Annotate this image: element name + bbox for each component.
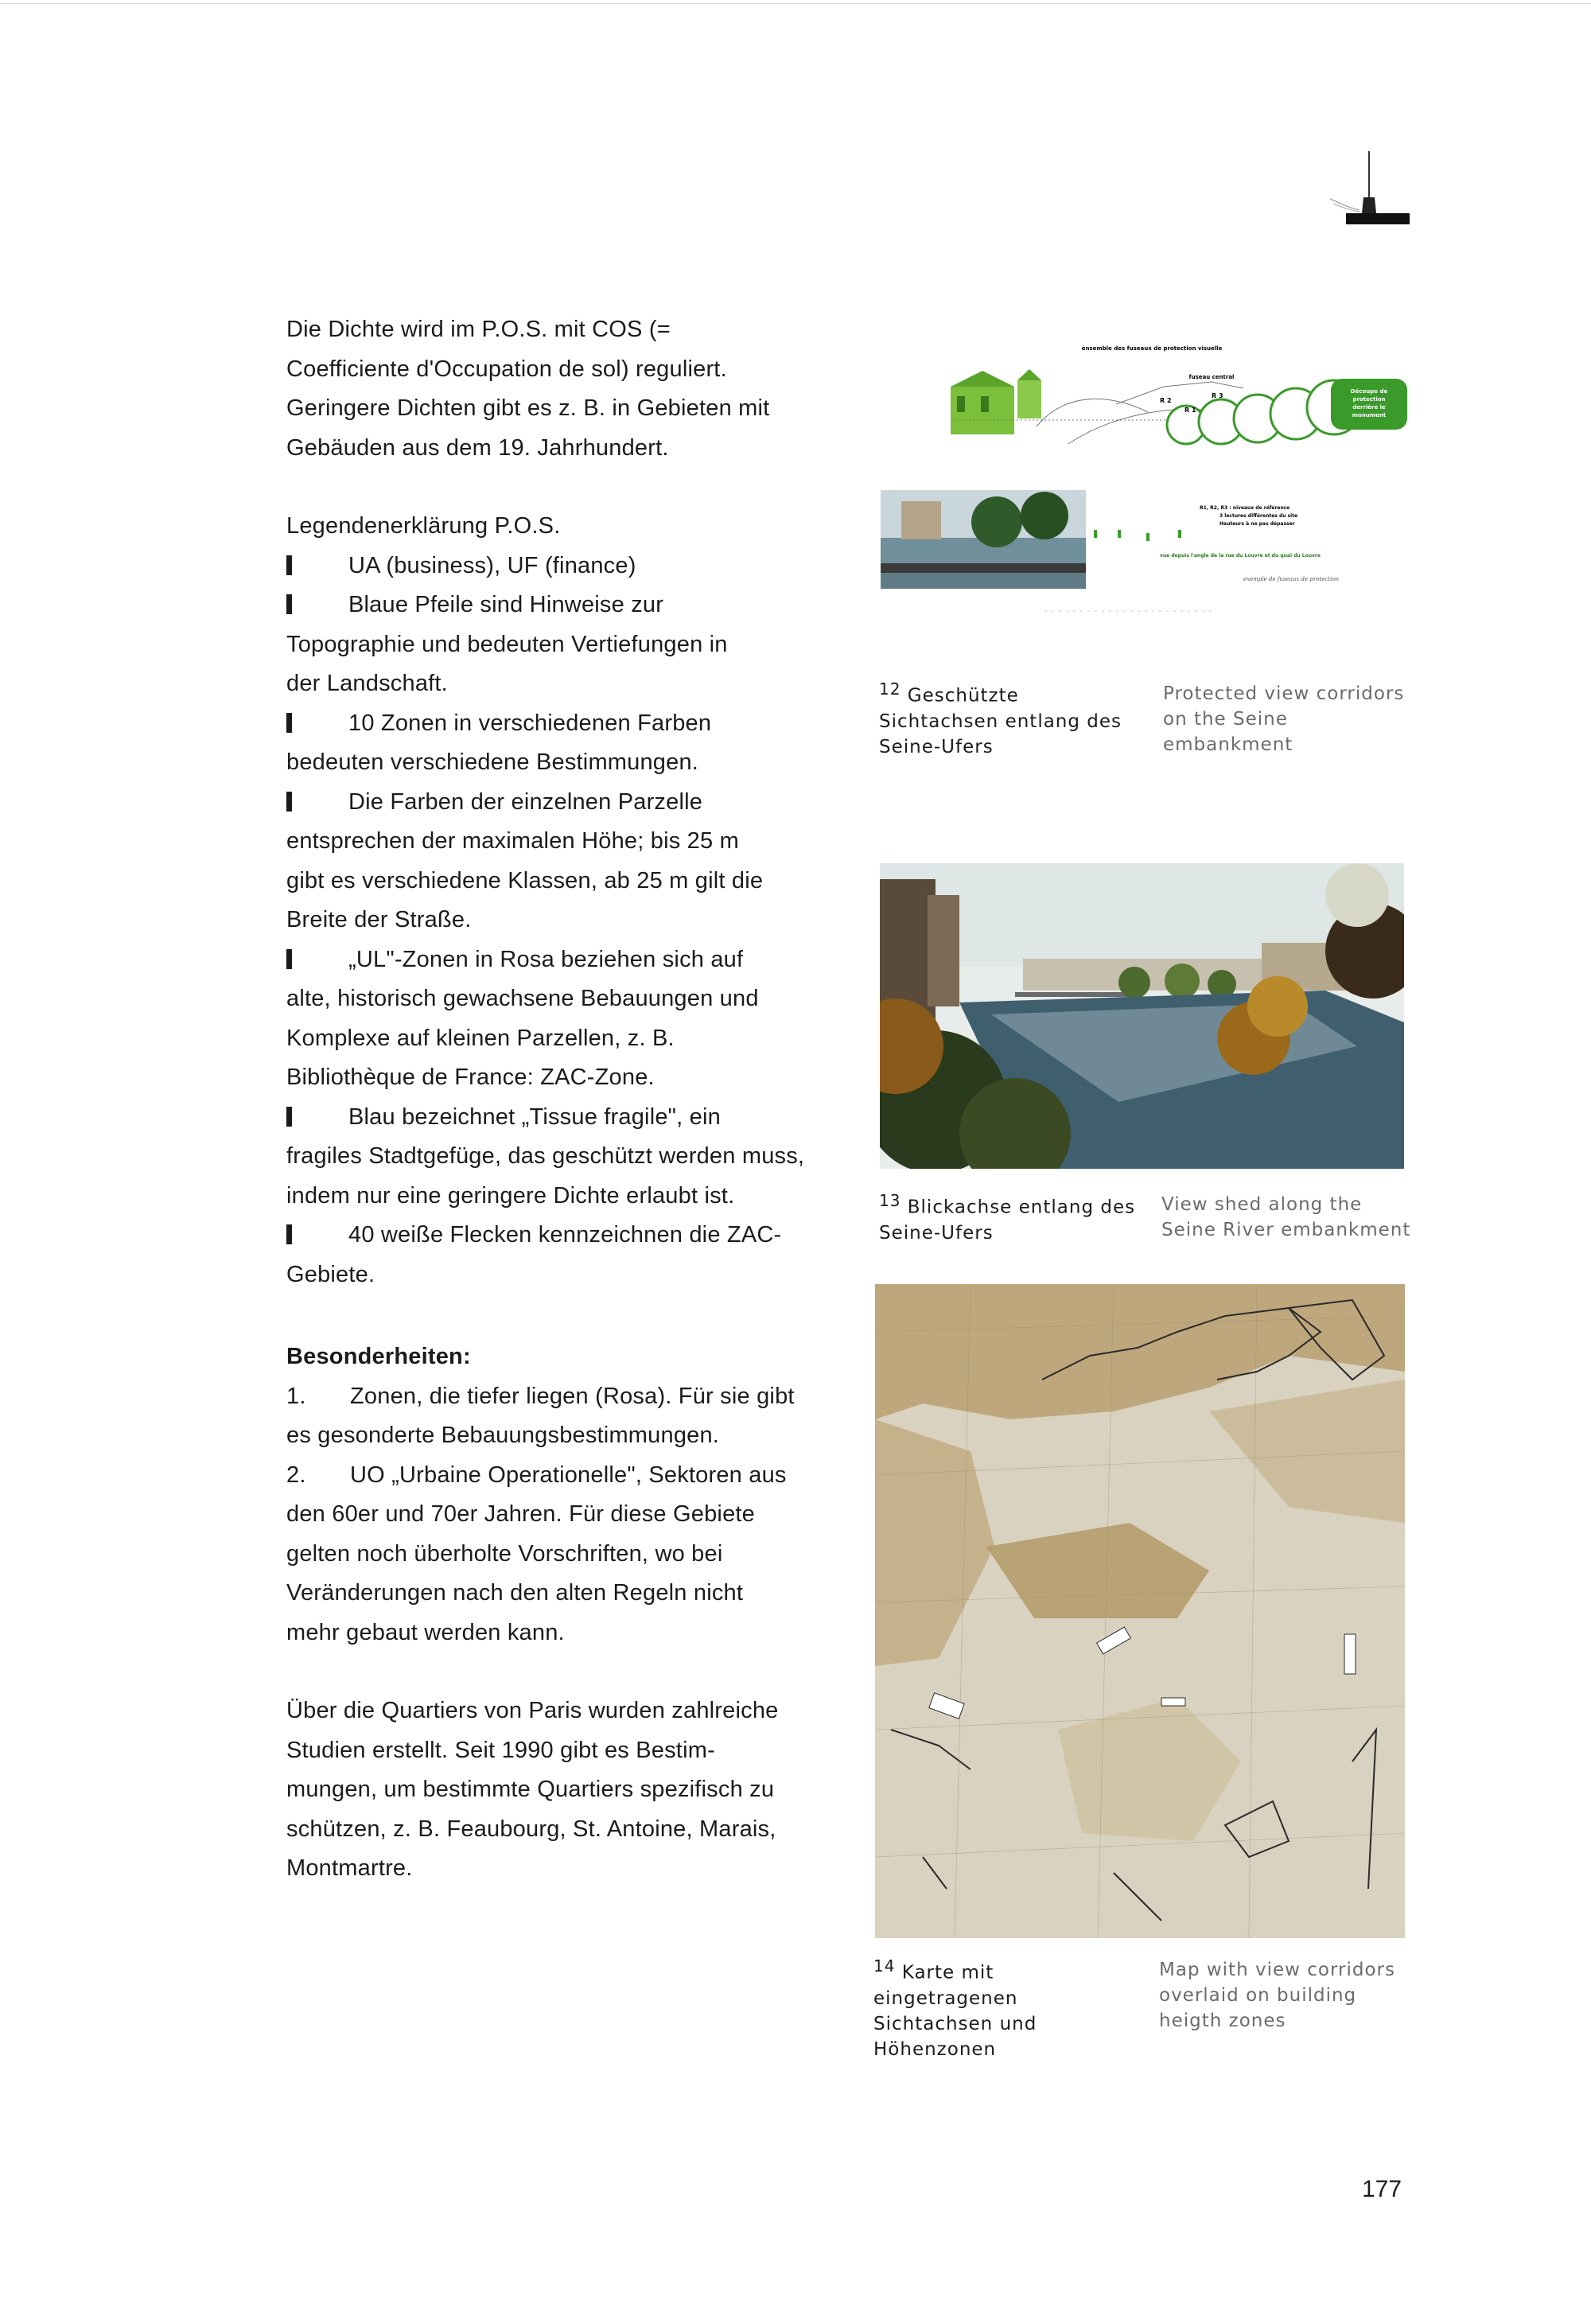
svg-text:Hauteurs à ne pas dépasser: Hauteurs à ne pas dépasser bbox=[1220, 521, 1295, 527]
legend-bullet-2: Blaue Pfeile sind Hinweise zur bbox=[286, 586, 827, 625]
legend-bullet-6-cont: indem nur eine geringere Dichte erlaubt ist. bbox=[286, 1182, 735, 1209]
legend-bullet-2-cont: der Landschaft. bbox=[286, 671, 448, 696]
legend-bullet-7: 40 weiße Flecken kennzeichnen die ZAC- bbox=[286, 1216, 827, 1255]
numbered-item-2-cont: Veränderungen nach den alten Regeln nicht bbox=[286, 1580, 744, 1606]
svg-text:monument: monument bbox=[1352, 412, 1387, 418]
legend-bullet-7-cont: Gebiete. bbox=[286, 1261, 375, 1287]
intro-line-2: Coefficiente d'Occupation de sol) reguliert. bbox=[286, 356, 727, 382]
bullet-mark bbox=[286, 792, 292, 812]
bullet-mark bbox=[286, 713, 292, 733]
legend-bullet-5-cont: Komplexe auf kleinen Parzellen, z. B. bbox=[286, 1025, 675, 1051]
legend-bullet-3: 10 Zonen in verschiedenen Farben bbox=[286, 704, 827, 744]
legend-title: Legendenerklärung P.O.S. bbox=[286, 513, 561, 539]
caption-13-de: $^{13}$ Blickachse entlang des Seine-Ufers bbox=[879, 1191, 1136, 1244]
besonderheiten-heading: Besonderheiten: bbox=[286, 1344, 471, 1369]
diagram-subtitle: fuseau central bbox=[1188, 374, 1235, 380]
svg-text:exemple de fuseaux de protecti: exemple de fuseaux de protection bbox=[1243, 576, 1340, 582]
label-r2: R 2 bbox=[1160, 397, 1172, 404]
marker-dots bbox=[1094, 530, 1181, 541]
intro-line-4: Gebäuden aus dem 19. Jahrhundert. bbox=[286, 434, 669, 461]
svg-text:R1, R2, R3 : niveaux de référe: R1, R2, R3 : niveaux de référence bbox=[1200, 505, 1290, 511]
figure-14-height-zone-map bbox=[875, 1284, 1405, 1938]
svg-text:vue depuis l'angle de la rue d: vue depuis l'angle de la rue du Louvre et du quai du Louvre bbox=[1160, 553, 1321, 559]
legend-bullet-5-cont: alte, historisch gewachsene Bebauungen und bbox=[286, 986, 759, 1011]
numbered-item-1: 1. Zonen, die tiefer liegen (Rosa). Für sie gibt bbox=[286, 1383, 795, 1409]
intro-line-3: Geringere Dichten gibt es z. B. in Gebieten mit bbox=[286, 395, 770, 421]
eiffel-tower-logo bbox=[1330, 151, 1410, 231]
page-number: 177 bbox=[1362, 2176, 1402, 2202]
bullet-mark bbox=[286, 555, 292, 575]
caption-14-de: $^{14}$ Karte mit eingetragenen Sichtachsen und Höhenzonen bbox=[873, 1956, 1037, 2060]
label-r3: R 3 bbox=[1212, 392, 1223, 399]
bullet-mark bbox=[286, 1107, 292, 1127]
legend-bullet-4-cont: gibt es verschiedene Klassen, ab 25 m gilt die bbox=[286, 867, 764, 893]
svg-text:3 lectures différentes du site: 3 lectures différentes du site bbox=[1220, 513, 1298, 519]
legend-bullet-2-cont: Topographie und bedeuten Vertiefungen in bbox=[286, 631, 728, 657]
numbered-item-2-cont: mehr gebaut werden kann. bbox=[286, 1619, 565, 1645]
numbered-item-2-cont: den 60er und 70er Jahren. Für diese Gebiete bbox=[286, 1501, 755, 1527]
legend-bullet-4-cont: Breite der Straße. bbox=[286, 907, 472, 932]
svg-text:derrière le: derrière le bbox=[1352, 404, 1386, 411]
bullet-mark bbox=[286, 1224, 292, 1244]
numbered-item-2: 2. UO „Urbaine Operationelle", Sektoren aus bbox=[286, 1462, 787, 1488]
bullet-mark bbox=[286, 594, 292, 614]
numbered-item-1-cont: es gesonderte Bebauungsbestimmungen. bbox=[286, 1423, 720, 1448]
legend-bullet-6-cont: fragiles Stadtgefüge, das geschützt werden muss, bbox=[286, 1143, 805, 1169]
legend-bullet-4: Die Farben der einzelnen Parzelle bbox=[286, 783, 827, 823]
legend-bullet-4-cont: entsprechen der maximalen Höhe; bis 25 m bbox=[286, 828, 739, 854]
diagram-title: ensemble des fuseaux de protection visuelle bbox=[1081, 345, 1223, 352]
svg-text:Découpe de: Découpe de bbox=[1350, 388, 1388, 395]
caption-12-en: Protected view corridors on the Seine embankment bbox=[1163, 683, 1405, 755]
quartiers-line-5: Montmartre. bbox=[286, 1855, 413, 1881]
caption-12-de: $^{12}$ Geschützte Sichtachsen entlang des Seine-Ufers bbox=[879, 679, 1122, 757]
quartiers-line-3: mungen, um bestimmte Quartiers spezifisch zu bbox=[286, 1777, 775, 1802]
quartiers-line-4: schützen, z. B. Feaubourg, St. Antoine, Marais, bbox=[286, 1816, 776, 1842]
photo-riverbank-thumbnail bbox=[881, 490, 1086, 589]
legend-bullet-6: Blau bezeichnet „Tissue fragile", ein bbox=[286, 1098, 827, 1138]
caption-14-en: Map with view corridors overlaid on building heigth zones bbox=[1159, 1960, 1395, 2031]
quartiers-line-2: Studien erstellt. Seit 1990 gibt es Bestim- bbox=[286, 1737, 715, 1763]
figure-12-protection-diagram bbox=[877, 325, 1407, 643]
bullet-mark bbox=[286, 949, 292, 969]
legend-bullet-5: „UL"-Zonen in Rosa beziehen sich auf bbox=[286, 940, 827, 980]
label-r1: R 1 bbox=[1184, 407, 1196, 414]
intro-line-1: Die Dichte wird im P.O.S. mit COS (= bbox=[286, 317, 671, 342]
svg-text:protection: protection bbox=[1352, 396, 1386, 403]
legend-bullet-5-cont: Bibliothèque de France: ZAC-Zone. bbox=[286, 1065, 655, 1090]
legend-bullet-3-cont: bedeuten verschiedene Bestimmungen. bbox=[286, 749, 699, 775]
caption-13-en: View shed along the Seine River embankment bbox=[1161, 1194, 1411, 1240]
numbered-item-2-cont: gelten noch überholte Vorschriften, wo bei bbox=[286, 1540, 723, 1567]
top-rule bbox=[0, 3, 1591, 4]
quartiers-line-1: Über die Quartiers von Paris wurden zahlreiche bbox=[286, 1698, 779, 1723]
figure-13-seine-photo bbox=[880, 863, 1404, 1169]
green-buildings bbox=[951, 369, 1041, 434]
legend-bullet-1: UA (business), UF (finance) bbox=[286, 547, 827, 586]
main-text-column bbox=[286, 310, 827, 1889]
